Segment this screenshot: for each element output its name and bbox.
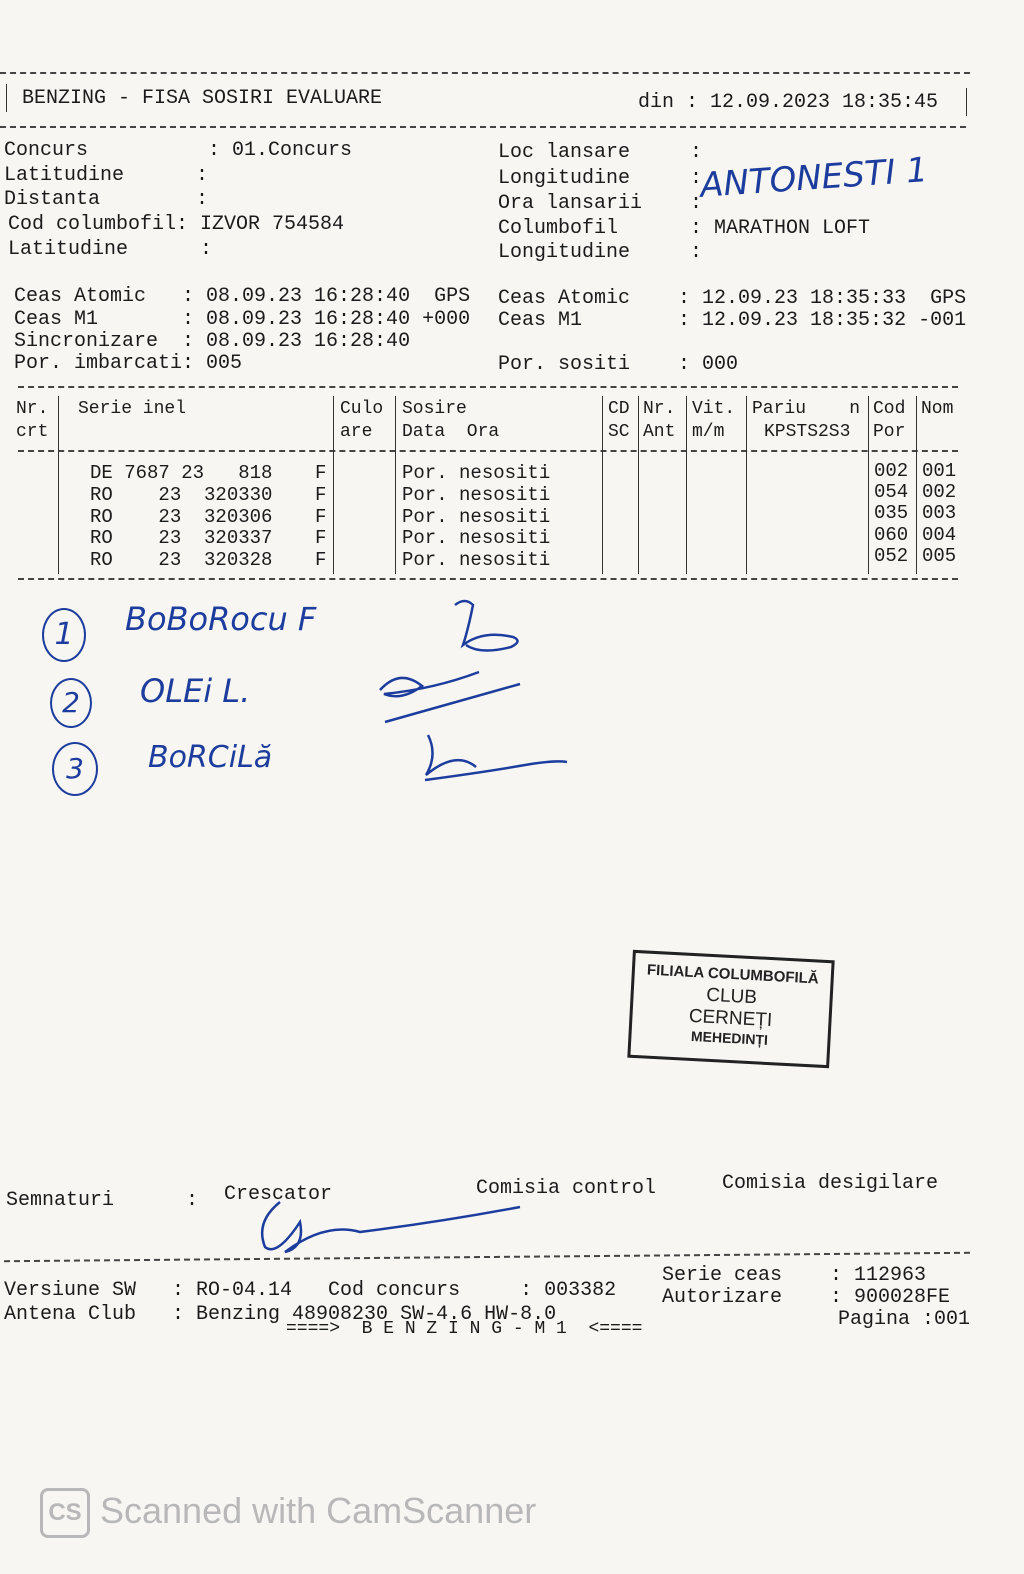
info-longitudine: Longitudine : xyxy=(498,167,703,190)
footer-versiune: Versiune SW : RO-04.14 Cod concurs : 003382 xyxy=(4,1279,617,1302)
th-nr: Nr. xyxy=(16,399,49,419)
title-right-bar xyxy=(966,88,967,116)
club-stamp xyxy=(627,950,834,1068)
row-cod: 052 xyxy=(874,545,909,567)
row-serie: RO 23 320328 xyxy=(90,549,273,571)
clock-right-4: Por. sositi : 000 xyxy=(498,353,739,376)
footer-antena: Antena Club : Benzing 48908230 SW-4.6 HW-8.0 xyxy=(4,1303,557,1326)
th-pariu: Pariu n xyxy=(752,399,861,419)
info-latitudine-2: Latitudine : xyxy=(8,238,213,261)
th-sc: SC xyxy=(608,422,630,442)
th-cd: CD xyxy=(608,399,630,419)
camscanner-logo-icon: CS xyxy=(40,1488,90,1538)
stamp-line-4: MEHEDINȚI xyxy=(690,1027,769,1048)
table-header-rule xyxy=(18,450,958,452)
row-sosire: Por. nesositi xyxy=(402,484,551,506)
row-cod: 035 xyxy=(874,502,909,524)
th-cod: Cod xyxy=(873,399,906,419)
col-divider xyxy=(686,396,687,574)
row-nom: 001 xyxy=(922,460,957,482)
row-sosire: Por. nesositi xyxy=(402,462,551,484)
title-left-bar xyxy=(6,84,7,112)
document-title: BENZING - FISA SOSIRI EVALUARE xyxy=(22,87,383,110)
stamp-line-3: CERNEȚI xyxy=(688,1005,773,1032)
clock-left-3: Sincronizare : 08.09.23 16:28:40 xyxy=(14,330,411,353)
row-sosire: Por. nesositi xyxy=(402,549,551,571)
row-nom: 003 xyxy=(922,502,957,524)
row-sex: F xyxy=(315,549,327,571)
clock-left-1: Ceas Atomic : 08.09.23 16:28:40 GPS xyxy=(14,285,471,308)
th-por: Por xyxy=(873,422,906,442)
col-divider xyxy=(916,396,917,574)
footer-pagina: Pagina :001 xyxy=(838,1308,971,1331)
clock-left-2: Ceas M1 : 08.09.23 16:28:40 +000 xyxy=(14,308,471,331)
document-date: din : 12.09.2023 18:35:45 xyxy=(638,91,939,114)
info-columbofil: Columbofil : MARATHON LOFT xyxy=(498,217,871,240)
row-sosire: Por. nesositi xyxy=(402,527,551,549)
th-crt: crt xyxy=(16,422,49,442)
info-distanta: Distanta : xyxy=(4,188,209,211)
th-data-ora: Data Ora xyxy=(402,422,500,442)
hand-number-2: 2 xyxy=(50,678,92,728)
row-sex: F xyxy=(315,506,327,528)
hand-number-1: 1 xyxy=(42,608,86,662)
signature-1 xyxy=(455,601,518,651)
footer-serie-ceas: Serie ceas : 112963 xyxy=(662,1264,927,1287)
th-sosire: Sosire xyxy=(402,399,467,419)
col-divider xyxy=(868,396,869,574)
clock-left-4: Por. imbarcati: 005 xyxy=(14,352,243,375)
header-rule xyxy=(0,126,966,128)
th-mm: m/m xyxy=(692,422,725,442)
stamp-line-1: FILIALA COLUMBOFILĂ xyxy=(646,961,820,988)
th-nr-ant: Nr. xyxy=(643,399,676,419)
clock-right-2: Ceas M1 : 12.09.23 18:35:32 -001 xyxy=(498,309,967,332)
th-serie: Serie inel xyxy=(78,399,187,419)
hand-number-3: 3 xyxy=(52,742,98,796)
row-sex: F xyxy=(315,462,327,484)
th-are: are xyxy=(340,422,373,442)
col-divider xyxy=(602,396,603,574)
footer-autorizare: Autorizare : 900028FE xyxy=(662,1286,951,1309)
col-divider xyxy=(395,396,396,574)
th-ant: Ant xyxy=(643,422,676,442)
hand-name-1: BoBoRocu F xyxy=(125,600,317,638)
signatures-colon: : xyxy=(186,1189,199,1212)
table-top-rule xyxy=(18,386,958,388)
row-serie: RO 23 320330 xyxy=(90,484,273,506)
col-divider xyxy=(638,396,639,574)
row-sosire: Por. nesositi xyxy=(402,506,551,528)
info-concurs: Concurs : 01.Concurs xyxy=(4,139,353,162)
row-nom: 004 xyxy=(922,524,957,546)
row-nom: 002 xyxy=(922,481,957,503)
signature-comisia-desigilare: Comisia desigilare xyxy=(722,1172,939,1195)
hand-name-2: OLEi L. xyxy=(140,672,251,710)
clock-right-1: Ceas Atomic : 12.09.23 18:35:33 GPS xyxy=(498,287,967,310)
col-divider xyxy=(746,396,747,574)
row-nom: 005 xyxy=(922,545,957,567)
th-kpsts: KPSTS2S3 xyxy=(764,422,851,442)
col-divider xyxy=(333,396,334,574)
info-loc-lansare: Loc lansare : xyxy=(498,141,703,164)
info-latitudine: Latitudine : xyxy=(4,164,209,187)
row-cod: 060 xyxy=(874,524,909,546)
signature-3 xyxy=(425,735,567,780)
handwritten-location: ANTONESTI 1 xyxy=(698,150,930,206)
info-ora-lansarii: Ora lansarii : xyxy=(498,192,703,215)
signatures-label: Semnaturi xyxy=(6,1189,115,1212)
th-vit: Vit. xyxy=(692,399,736,419)
row-serie: RO 23 320337 xyxy=(90,527,273,549)
row-sex: F xyxy=(315,484,327,506)
hand-name-3: BoRCiLă xyxy=(148,740,273,775)
row-serie: DE 7687 23 818 xyxy=(90,462,273,484)
row-serie: RO 23 320306 xyxy=(90,506,273,528)
top-rule xyxy=(0,72,970,74)
signature-comisia-control: Comisia control xyxy=(476,1177,657,1200)
row-cod: 002 xyxy=(874,460,909,482)
info-longitudine-2: Longitudine : xyxy=(498,241,703,264)
th-nom: Nom xyxy=(921,399,954,419)
info-cod-columbofil: Cod columbofil: IZVOR 754584 xyxy=(8,213,345,236)
table-bottom-rule xyxy=(18,578,958,580)
signature-2 xyxy=(380,672,520,722)
camscanner-watermark: Scanned with CamScanner xyxy=(100,1490,537,1531)
th-culo: Culo xyxy=(340,399,384,419)
row-sex: F xyxy=(315,527,327,549)
signature-crescator: Crescator xyxy=(224,1183,333,1206)
stamp-line-2: CLUB xyxy=(705,984,758,1009)
row-cod: 054 xyxy=(874,481,909,503)
col-divider xyxy=(58,396,59,574)
footer-banner: ====> B E N Z I N G - M 1 <==== xyxy=(286,1319,643,1339)
